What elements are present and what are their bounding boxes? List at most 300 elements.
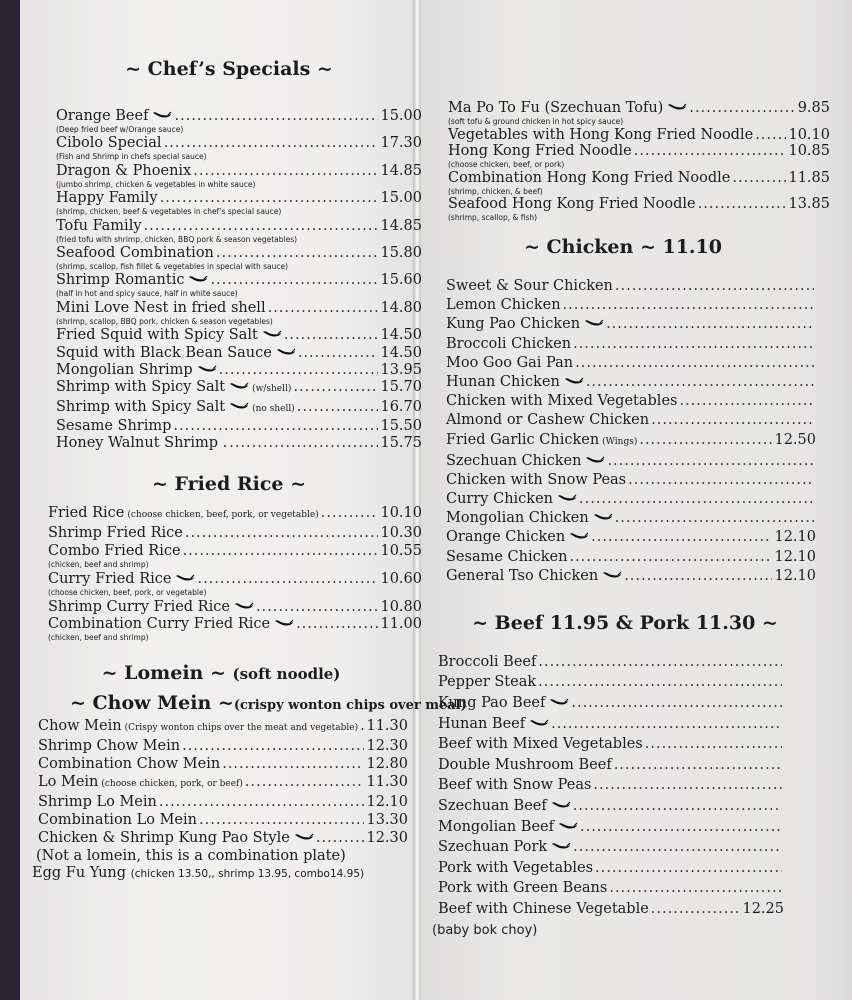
menu-item-price: 10.10 <box>380 505 422 522</box>
menu-item-name: Mini Love Nest in fried shell <box>56 299 266 316</box>
menu-item-name: Combination Curry Fried Rice <box>48 616 271 633</box>
dot-leader <box>219 362 379 378</box>
menu-item-description: (shrimp, chicken, beef & vegetables in chef’s special sauce) <box>56 207 282 217</box>
menu-item-name: Chicken & Shrimp Kung Pao Style <box>38 830 290 847</box>
menu-item <box>446 297 816 313</box>
menu-item-line <box>48 505 422 523</box>
menu-item-line <box>448 127 830 143</box>
menu-item <box>438 674 784 690</box>
chili-pepper-icon <box>549 698 569 707</box>
menu-item-name: Beef with Snow Peas <box>438 777 592 794</box>
menu-item-name: Szechuan Beef <box>438 797 547 814</box>
chow-mein-heading <box>70 692 467 715</box>
chili-pepper-icon <box>529 719 549 728</box>
menu-item <box>438 839 784 855</box>
menu-item <box>446 568 816 584</box>
menu-item-line <box>38 794 408 810</box>
menu-item-price: 12.80 <box>366 756 408 773</box>
dot-leader <box>216 245 379 261</box>
menu-item-description: (shrimp, scallop, & fish) <box>448 213 538 222</box>
menu-item-price: 12.10 <box>774 567 816 584</box>
menu-item-line <box>56 418 422 434</box>
dot-leader <box>296 616 378 632</box>
menu-item-name: Chicken with Snow Peas <box>446 471 627 488</box>
menu-item <box>438 757 784 773</box>
menu-item-price: 10.30 <box>380 525 422 542</box>
menu-item-name: Seafood Hong Kong Fried Noodle <box>448 196 696 212</box>
menu-item <box>48 525 422 541</box>
menu-item-description: (jumbo shrimp, chicken & vegetables in white sauce) <box>56 179 256 189</box>
dot-leader <box>732 170 786 186</box>
menu-item <box>56 327 422 343</box>
menu-item-line <box>448 170 830 186</box>
menu-item-line <box>48 525 422 541</box>
dot-leader <box>538 654 782 670</box>
menu-item-description: (shrimp, scallop, fish fillet & vegetables in special with sauce) <box>56 261 289 271</box>
dot-leader <box>571 695 782 711</box>
menu-item <box>56 245 422 271</box>
chili-pepper-icon <box>558 822 578 831</box>
menu-item-name: Curry Chicken <box>446 491 553 508</box>
dot-leader <box>607 453 814 469</box>
menu-item-description: (shrimp, scallop, BBQ pork, chicken & season vegetables) <box>56 316 273 326</box>
menu-item <box>48 599 422 615</box>
dot-leader <box>573 798 782 814</box>
menu-item-price: 11.00 <box>380 616 422 633</box>
chili-pepper-icon <box>188 275 208 284</box>
menu-item <box>438 798 784 814</box>
dot-leader <box>651 901 741 917</box>
dot-leader <box>298 345 379 361</box>
menu-item-line <box>438 880 784 896</box>
menu-item-name: Moo Goo Gai Pan <box>446 354 574 371</box>
menu-item-line <box>438 860 784 876</box>
right-column <box>432 100 830 939</box>
menu-item <box>48 571 422 597</box>
menu-item <box>446 432 816 450</box>
menu-item <box>448 170 830 196</box>
dot-leader <box>245 774 365 790</box>
menu-item-description: (shrimp, chicken, & beef) <box>448 186 543 196</box>
menu-item <box>446 316 816 332</box>
menu-item-name: Broccoli Chicken <box>446 335 572 352</box>
menu-item <box>38 794 408 810</box>
menu-item <box>438 880 784 896</box>
left-column <box>32 58 467 883</box>
menu-item-description: (choose chicken, beef, or pork) <box>448 160 565 169</box>
menu-item-name: Lemon Chicken <box>446 297 561 314</box>
dot-leader <box>316 830 365 846</box>
menu-item-inline-note: (w/shell) <box>252 384 292 395</box>
menu-item <box>446 393 816 409</box>
menu-item-name: Hunan Chicken <box>446 373 560 390</box>
menu-item-line <box>446 316 816 332</box>
menu-item-price: 11.30 <box>366 774 408 791</box>
menu-item <box>446 472 816 488</box>
menu-item <box>448 100 830 126</box>
dot-leader <box>164 135 379 151</box>
dot-leader <box>173 418 378 434</box>
menu-item-price: 12.10 <box>366 794 408 811</box>
chow-mein-subtitle: (crispy wonton chips over meal) <box>233 698 467 714</box>
dot-leader <box>573 839 782 855</box>
menu-item-line <box>56 245 422 261</box>
menu-item-inline-note: (Crispy wonton chips over the meat and vegetable) <box>124 723 359 734</box>
beef-pork-list <box>438 654 784 917</box>
menu-item-price: 12.10 <box>774 529 816 546</box>
menu-item-name: Sesame Shrimp <box>56 418 172 435</box>
menu-item-inline-note: (no shell) <box>252 403 295 414</box>
menu-item-name: Kung Pao Beef <box>438 695 546 711</box>
dot-leader <box>185 525 379 541</box>
menu-item <box>446 355 816 371</box>
menu-item-price: 15.60 <box>380 272 422 289</box>
dot-leader <box>193 163 378 179</box>
dot-leader <box>229 435 378 451</box>
noodle-list <box>448 100 830 222</box>
menu-item-name: Hong Kong Fried Noodle <box>448 143 632 159</box>
menu-item-line <box>446 297 816 313</box>
menu-item-name: Fried Squid with Spicy Salt <box>56 327 258 344</box>
menu-item-name: Fried Garlic Chicken <box>446 431 600 448</box>
menu-item <box>56 272 422 298</box>
bok-choy-note: (baby bok choy) <box>432 922 538 938</box>
dot-leader <box>538 674 782 690</box>
menu-item-description: (choose chicken, beef, pork, or vegetable) <box>48 587 207 597</box>
chili-pepper-icon <box>175 574 195 583</box>
dot-leader <box>614 757 782 773</box>
dot-leader <box>591 529 772 545</box>
chili-pepper-icon <box>294 833 314 842</box>
fried-rice-heading: ~ Fried Rice ~ <box>151 473 307 496</box>
menu-item-line <box>448 143 830 159</box>
menu-item <box>38 756 408 772</box>
menu-item <box>448 143 830 169</box>
menu-item-price: 11.85 <box>788 169 830 186</box>
menu-item-name: Dragon & Phoenix <box>56 162 192 179</box>
menu-item <box>446 529 816 545</box>
menu-item-line <box>446 393 816 409</box>
chili-pepper-icon <box>584 319 604 328</box>
menu-item-inline-note: (choose chicken, pork, or beef) <box>101 779 243 790</box>
menu-item-line <box>38 718 408 736</box>
dot-leader <box>284 327 379 343</box>
menu-item-line <box>438 839 784 855</box>
menu-item-line <box>56 300 422 316</box>
menu-item-description: (soft tofu & ground chicken in hot spicy sauce) <box>448 117 624 126</box>
menu-item-line <box>448 196 830 212</box>
menu-item-name: Szechuan Chicken <box>446 452 582 469</box>
chili-pepper-icon <box>234 602 254 611</box>
menu-item <box>56 190 422 216</box>
dot-leader <box>634 143 787 159</box>
menu-item-price: 15.80 <box>380 244 422 261</box>
dot-leader <box>222 756 364 772</box>
menu-item-name: Kung Pao Chicken <box>446 316 581 333</box>
menu-item-name: Hunan Beef <box>438 715 526 732</box>
dot-leader <box>199 812 364 828</box>
menu-item-line <box>446 491 816 507</box>
dot-leader <box>651 412 814 428</box>
chili-pepper-icon <box>564 377 584 386</box>
menu-item-name: Tofu Family <box>56 217 142 234</box>
dot-leader <box>609 880 782 896</box>
menu-item <box>448 127 830 143</box>
menu-item <box>56 435 422 451</box>
dot-leader <box>321 505 379 521</box>
menu-item-name: Orange Chicken <box>446 529 566 546</box>
menu-item-price: 14.50 <box>380 344 422 361</box>
menu-item-name: Chow Mein <box>38 718 122 735</box>
menu-item-line <box>446 453 816 469</box>
dot-leader <box>645 736 782 752</box>
menu-item-price: 12.30 <box>366 830 408 847</box>
menu-item-line <box>48 543 422 559</box>
menu-item-line <box>56 327 422 343</box>
menu-item-name: Fried Rice <box>48 505 125 522</box>
dot-leader <box>624 568 772 584</box>
menu-item-price: 10.55 <box>380 543 422 560</box>
menu-item-name: Squid with Black Bean Sauce <box>56 344 272 361</box>
menu-item-line <box>56 379 422 397</box>
menu-item-price: 17.30 <box>380 135 422 152</box>
beef-pork-heading: ~ Beef 11.95 & Pork 11.30 ~ <box>472 611 778 634</box>
dot-leader <box>586 374 814 390</box>
menu-item-price: 15.50 <box>380 418 422 435</box>
menu-item <box>56 300 422 326</box>
menu-item-description: (fried tofu with shrimp, chicken, BBQ pork & season vegetables) <box>56 234 298 244</box>
dot-leader <box>755 127 786 143</box>
menu-item-line <box>56 399 422 417</box>
menu-item <box>56 135 422 161</box>
menu-item-line <box>446 510 816 526</box>
menu-item <box>438 654 784 670</box>
dot-leader <box>679 393 814 409</box>
menu-item <box>56 163 422 189</box>
menu-item-description: (chicken, beef and shrimp) <box>48 560 149 570</box>
menu-item <box>446 453 816 469</box>
menu-item <box>48 543 422 569</box>
menu-item-line <box>56 435 422 451</box>
dot-leader <box>580 819 782 835</box>
menu-item-price: 15.70 <box>380 379 422 396</box>
menu-item-name: Combination Hong Kong Fried Noodle <box>448 169 731 186</box>
menu-item-name: Mongolian Chicken <box>446 510 589 527</box>
dot-leader <box>182 738 364 754</box>
chili-pepper-icon <box>667 103 687 112</box>
menu-item-price: 14.85 <box>380 217 422 234</box>
menu-item-line <box>56 272 422 288</box>
chili-pepper-icon <box>152 111 172 120</box>
chow-mein-title: ~ Chow Mein ~ <box>70 692 234 715</box>
menu-item-line <box>38 756 408 772</box>
menu-item-line <box>446 472 816 488</box>
chili-pepper-icon <box>551 842 571 851</box>
dot-leader <box>689 100 795 116</box>
menu-item <box>38 774 408 792</box>
menu-item-name: Combo Fried Rice <box>48 543 181 560</box>
menu-item-line <box>446 432 816 450</box>
menu-item <box>446 510 816 526</box>
menu-item-name: Beef with Mixed Vegetables <box>438 736 643 753</box>
menu-item <box>38 812 408 828</box>
chili-pepper-icon <box>593 513 613 522</box>
menu-item-name: Chicken with Mixed Vegetables <box>446 393 678 410</box>
menu-item <box>446 278 816 294</box>
dot-leader <box>551 716 782 732</box>
chili-pepper-icon <box>569 532 589 541</box>
chili-pepper-icon <box>197 365 217 374</box>
menu-item-price: 12.50 <box>774 431 816 448</box>
egg-fu-yung-line <box>32 865 422 883</box>
chili-pepper-icon <box>276 348 296 357</box>
chili-pepper-icon <box>551 801 571 810</box>
menu-item-price: 13.30 <box>366 812 408 829</box>
menu-item-inline-note: (Wings) <box>602 436 638 447</box>
menu-item <box>56 399 422 417</box>
menu-item-name: Double Mushroom Beef <box>438 756 612 773</box>
menu-item-line <box>446 355 816 371</box>
menu-item <box>438 716 784 732</box>
menu-item-name: Mongolian Beef <box>438 818 554 835</box>
menu-item-name: Happy Family <box>56 190 158 207</box>
menu-item-inline-note: (choose chicken, beef, pork, or vegetable) <box>127 510 319 521</box>
menu-item-name: Shrimp Lo Mein <box>38 794 157 811</box>
menu-item-description: (half in hot and spicy sauce, half in white sauce) <box>56 289 238 299</box>
chili-pepper-icon <box>229 382 249 391</box>
menu-item-price: 12.25 <box>742 900 784 917</box>
menu-item <box>56 418 422 434</box>
chili-pepper-icon <box>274 619 294 628</box>
menu-item-line <box>446 412 816 428</box>
menu-item <box>446 549 816 565</box>
menu-item-price: 16.70 <box>380 398 422 415</box>
menu-item-name: Sesame Chicken <box>446 548 568 565</box>
menu-item-name: Pepper Steak <box>438 674 537 691</box>
menu-item-line <box>438 819 784 835</box>
menu-item-name: Shrimp Fried Rice <box>48 525 183 542</box>
dot-leader <box>575 355 814 371</box>
menu-item-line <box>446 278 816 294</box>
dot-leader <box>639 432 772 448</box>
dot-leader <box>210 272 378 288</box>
menu-item-name: Beef with Chinese Vegetable <box>438 900 649 917</box>
chef-specials-heading: ~ Chef’s Specials ~ <box>125 58 333 80</box>
menu-item <box>438 777 784 793</box>
menu-item-line <box>438 674 784 690</box>
chicken-list <box>446 278 816 584</box>
menu-item-price: 11.30 <box>366 718 408 735</box>
menu-item-name: Almond or Cashew Chicken <box>446 412 650 429</box>
menu-item-line <box>438 777 784 793</box>
menu-item-name: Mongolian Shrimp <box>56 361 193 378</box>
menu-item-name: Sweet & Sour Chicken <box>446 278 613 294</box>
menu-item-name: Lo Mein <box>38 774 99 791</box>
dot-leader <box>360 718 364 734</box>
menu-item <box>448 196 830 222</box>
menu-item <box>38 718 408 736</box>
menu-item-description: (Fish and Shrimp in chefs special sauce) <box>56 152 207 162</box>
lomein-subtitle: (soft noodle) <box>232 665 341 684</box>
menu-item-line <box>48 616 422 632</box>
menu-item-price: 10.80 <box>380 598 422 615</box>
menu-item-line <box>446 568 816 584</box>
menu-item-line <box>446 336 816 352</box>
menu-item <box>438 860 784 876</box>
menu-item <box>48 505 422 523</box>
menu-item <box>56 345 422 361</box>
menu-item-name: General Tso Chicken <box>446 567 599 584</box>
menu-item-price: 15.75 <box>380 435 422 452</box>
dot-leader <box>573 336 814 352</box>
menu-item-name: Seafood Combination <box>56 244 214 261</box>
menu-item-price: 14.50 <box>380 327 422 344</box>
menu-item-name: Pork with Vegetables <box>438 859 594 876</box>
dot-leader <box>159 794 365 810</box>
menu-item-line <box>438 757 784 773</box>
menu-item <box>38 738 408 754</box>
menu-item-line <box>56 218 422 234</box>
dot-leader <box>144 218 379 234</box>
menu-item <box>56 379 422 397</box>
menu-item-name: Pork with Green Beans <box>438 880 608 897</box>
menu-item <box>446 374 816 390</box>
dot-leader <box>174 108 378 124</box>
menu-item-line <box>38 830 408 846</box>
menu-item <box>438 819 784 835</box>
dot-leader <box>615 278 814 294</box>
lomein-heading <box>38 662 404 684</box>
menu-item-line <box>48 599 422 615</box>
menu-item-price: 13.95 <box>380 361 422 378</box>
menu-item-line <box>56 362 422 378</box>
menu-item-name: Shrimp with Spicy Salt <box>56 398 226 415</box>
menu-item-name: Combination Lo Mein <box>38 812 197 829</box>
menu-item-line <box>56 108 422 124</box>
menu-item-price: 14.85 <box>380 162 422 179</box>
dot-leader <box>197 571 378 587</box>
menu-item-line <box>446 549 816 565</box>
dot-leader <box>293 379 378 395</box>
menu-item-price: 15.00 <box>380 190 422 207</box>
menu-item-name: Ma Po To Fu (Szechuan Tofu) <box>448 100 664 116</box>
chicken-heading: ~ Chicken ~ 11.10 <box>524 236 722 258</box>
menu-item-line <box>446 374 816 390</box>
menu-item-line <box>38 738 408 754</box>
menu-item-name: Shrimp Curry Fried Rice <box>48 598 230 615</box>
menu-item-line <box>438 716 784 732</box>
dot-leader <box>569 549 772 565</box>
menu-item <box>446 412 816 428</box>
egg-fu-yung-name: Egg Fu Yung <box>32 865 127 882</box>
menu-item <box>438 901 784 917</box>
dot-leader <box>606 316 814 332</box>
menu-item-line <box>446 529 816 545</box>
dot-leader <box>268 300 379 316</box>
dot-leader <box>256 599 379 615</box>
menu-item-name: Szechuan Pork <box>438 839 548 856</box>
menu-item-description: (Deep fried beef w/Orange sauce) <box>56 125 184 134</box>
dot-leader <box>615 510 814 526</box>
dot-leader <box>698 196 787 212</box>
egg-fu-yung-prices: (chicken 13.50,, shrimp 13.95, combo14.95) <box>130 868 365 881</box>
menu-item-price: 10.60 <box>380 570 422 587</box>
menu-item-name: Honey Walnut Shrimp . <box>56 435 228 452</box>
menu-item-name: Cibolo Special <box>56 135 162 152</box>
menu-item <box>446 491 816 507</box>
chili-pepper-icon <box>585 456 605 465</box>
menu-item <box>56 362 422 378</box>
